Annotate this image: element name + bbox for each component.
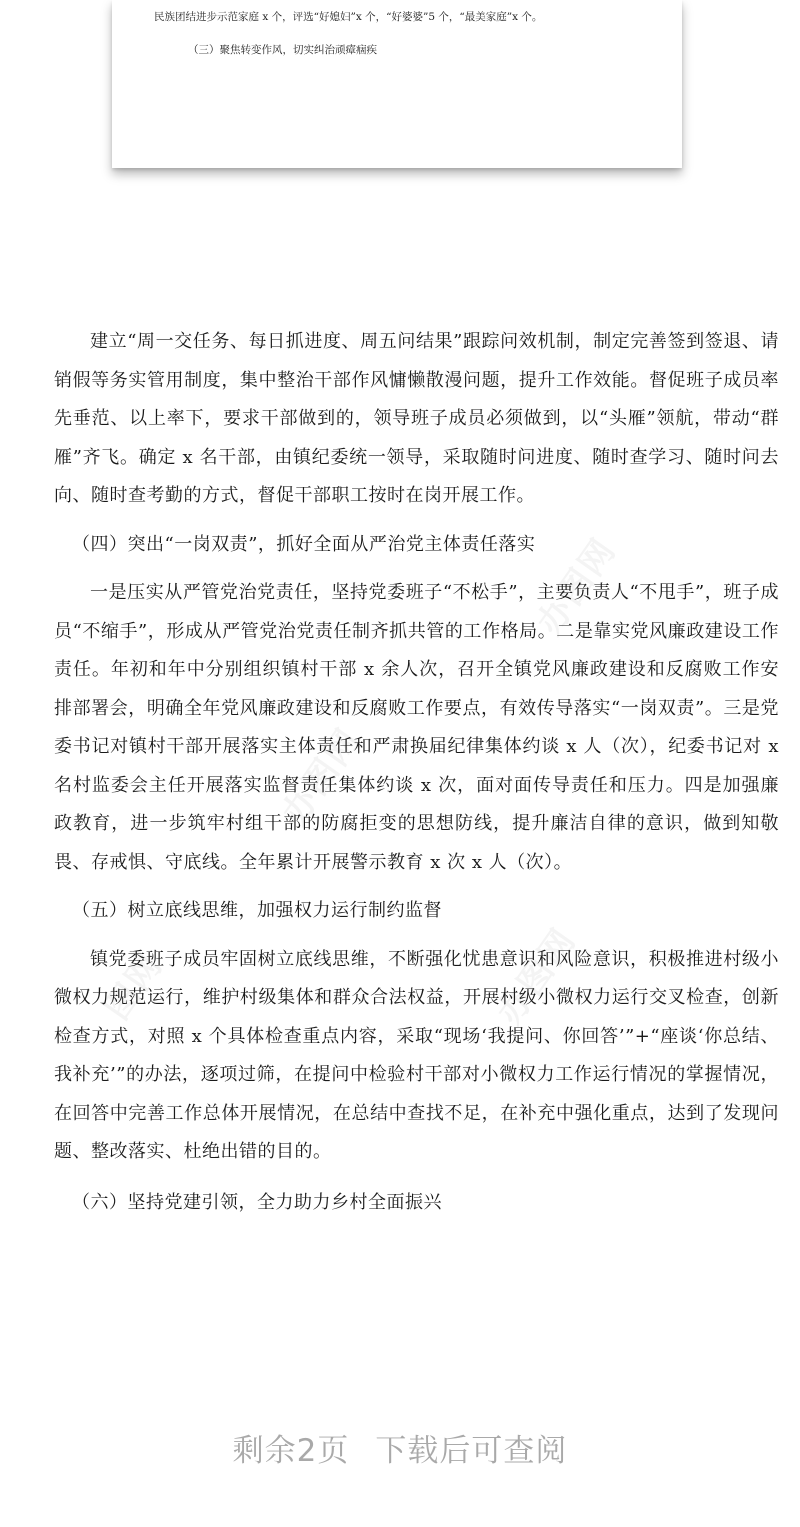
watermark: 办图网 <box>274 720 370 833</box>
section-heading: （四）突出“一岗双责”，抓好全面从严治党主体责任落实 <box>72 533 536 555</box>
download-hint-label: 下载后可查阅 <box>375 1433 568 1469</box>
page-preview-card <box>112 0 682 168</box>
body-paragraph: 镇党委班子成员牢固树立底线思维，不断强化忧患意识和风险意识，积极推进村级小微权力规范运行，维护村级集体和群众合法权益，开展村级小微权力运行交叉检查，创新检查方式，对照 x 个具体检查重点内容，采取“现场‘我提问、你回答’”+“座谈‘你总结、我补充’”的办法，逐项过筛，在提问中检验村干部对小微权力工作运行情况的掌握情况，在回答中完善工作总体开展情况，在总结中查找不足，在补充中强化重点，达到了发现问题、整改落实、杜绝出错的目的。 <box>54 948 779 1162</box>
download-prompt[interactable] <box>0 1425 800 1470</box>
watermark: 办图网 <box>489 920 585 1033</box>
preview-text-line: 民族团结进步示范家庭 x 个，评选“好媳妇”x 个，“好婆婆”5 个，“最美家庭”x 个。 <box>154 11 543 23</box>
section-heading: （六）坚持党建引领，全力助力乡村全面振兴 <box>72 1191 442 1213</box>
remaining-pages-label: 剩余2页 <box>232 1433 350 1469</box>
watermark: 办图网 <box>529 530 625 643</box>
preview-section-heading: （三）聚焦转变作风，切实纠治顽瘴痼疾 <box>188 44 377 56</box>
body-paragraph: 建立“周一交任务、每日抓进度、周五问结果”跟踪问效机制，制定完善签到签退、请销假等务实管用制度，集中整治干部作风慵懒散漫问题，提升工作效能。督促班子成员率先垂范、以上率下，要求干部做到的，领导班子成员必须做到，以“头雁”领航，带动“群雁”齐飞。确定 x 名干部，由镇纪委统一领导，采取随时问进度、随时查学习、随时问去向、随时查考勤的方式，督促干部职工按时在岗开展工作。 <box>54 331 779 506</box>
document-body <box>54 323 779 1222</box>
watermark: 图网 <box>96 945 171 1028</box>
section-heading: （五）树立底线思维，加强权力运行制约监督 <box>72 900 442 921</box>
body-paragraph: 一是压实从严管党治党责任，坚持党委班子“不松手”，主要负责人“不甩手”，班子成员“不缩手”，形成从严管党治党责任制齐抓共管的工作格局。二是靠实党风廉政建设工作责任。年初和年中分别组织镇村干部 x 余人次，召开全镇党风廉政建设和反腐败工作安排部署会，明确全年党风廉政建设和反腐败工作要点，有效传导落实“一岗双责”。三是党委书记对镇村干部开展落实主体责任和严肃换届纪律集体约谈 x 人（次），纪委书记对 x 名村监委会主任开展落实监督责任集体约谈 x 次，面对面传导责任和压力。四是加强廉政教育，进一步筑牢村组干部的防腐拒变的思想防线，提升廉洁自律的意识，做到知敬畏、存戒惧、守底线。全年累计开展警示教育 x 次 x 人（次）。 <box>54 582 779 873</box>
